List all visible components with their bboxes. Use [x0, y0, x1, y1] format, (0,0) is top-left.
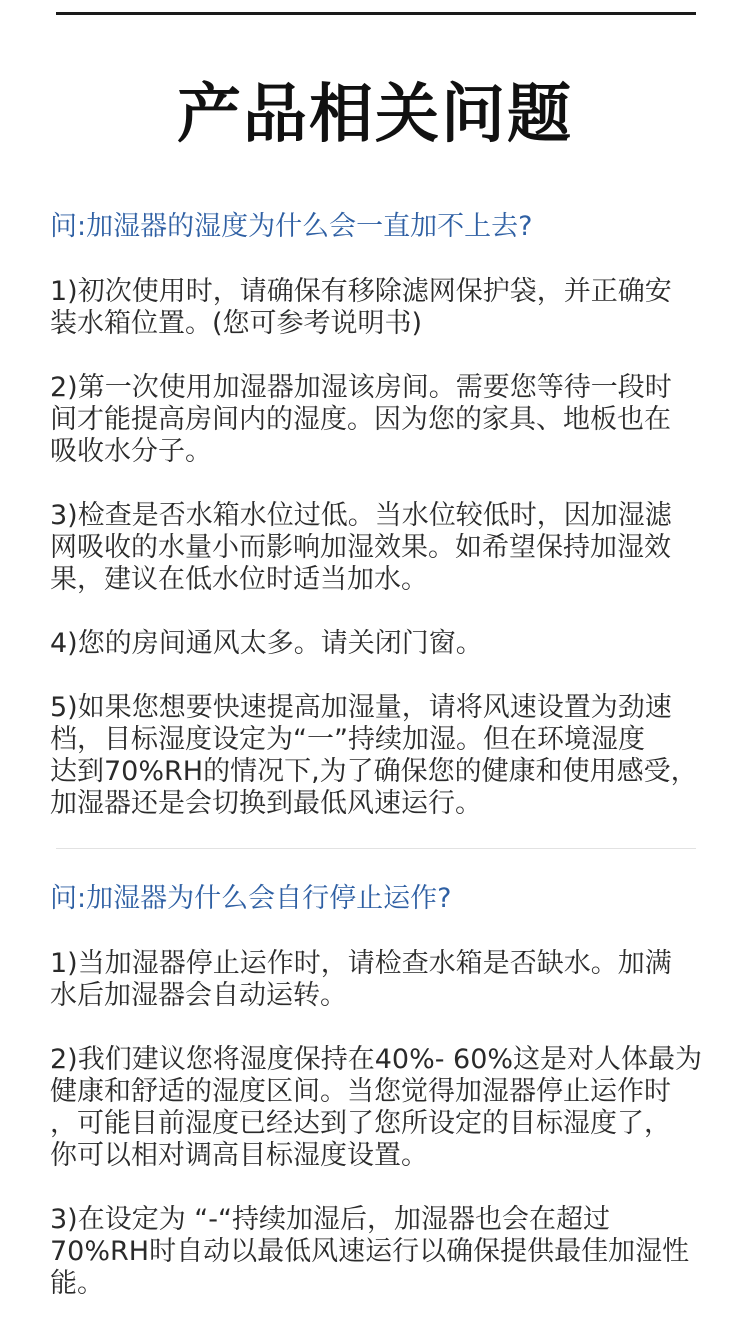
faq-answer-1-2 [50, 372, 710, 468]
faq-answer-1-3 [50, 500, 710, 596]
question-text: 问:加湿器为什么会自行停止运作? [50, 883, 452, 914]
answer-text: 2)我们建议您将湿度保持在40%- 60%这是对人体最为 健康和舒适的湿度区间。当您觉得加湿器停止运作时 ，可能目前湿度已经达到了您所设定的目标湿度了， 你可以相对调高目标湿度设置。 [50, 1044, 703, 1171]
faq-answer-1-5 [50, 692, 710, 820]
answer-text: 2)第一次使用加湿器加湿该房间。需要您等待一段时 间才能提高房间内的湿度。因为您的家具、地板也在 吸收水分子。 [50, 372, 672, 467]
page-title: 产品相关问题 [177, 78, 573, 152]
faq-answer-1-4 [50, 628, 710, 660]
faq-answer-1-1 [50, 276, 710, 340]
section-divider [56, 848, 696, 849]
answer-text: 3)在设定为 “-“持续加湿后，加湿器也会在超过 70%RH时自动以最低风速运行以确保提供最佳加湿性 能。 [50, 1204, 690, 1299]
faq-question-1 [50, 210, 710, 244]
faq-question-2 [50, 882, 710, 916]
answer-text: 3)检查是否水箱水位过低。当水位较低时，因加湿滤 网吸收的水量小而影响加湿效果。如希望保持加湿效 果，建议在低水位时适当加水。 [50, 500, 672, 595]
answer-text: 1)初次使用时，请确保有移除滤网保护袋，并正确安 装水箱位置。(您可参考说明书) [50, 276, 672, 339]
answer-text: 5)如果您想要快速提高加湿量，请将风速设置为劲速 档，目标湿度设定为“一”持续加湿。但在环境湿度 达到70%RH的情况下,为了确保您的健康和使用感受， 加湿器还是会切换到最低风速运行。 [50, 692, 698, 819]
faq-answer-2-2 [50, 1044, 710, 1172]
faq-answer-2-3 [50, 1204, 710, 1300]
faq-answer-2-1 [50, 948, 710, 1012]
answer-text: 4)您的房间通风太多。请关闭门窗。 [50, 628, 483, 659]
top-rule [56, 12, 696, 15]
answer-text: 1)当加湿器停止运作时，请检查水箱是否缺水。加满 水后加湿器会自动运转。 [50, 948, 672, 1011]
question-text: 问:加湿器的湿度为什么会一直加不上去? [50, 211, 533, 242]
